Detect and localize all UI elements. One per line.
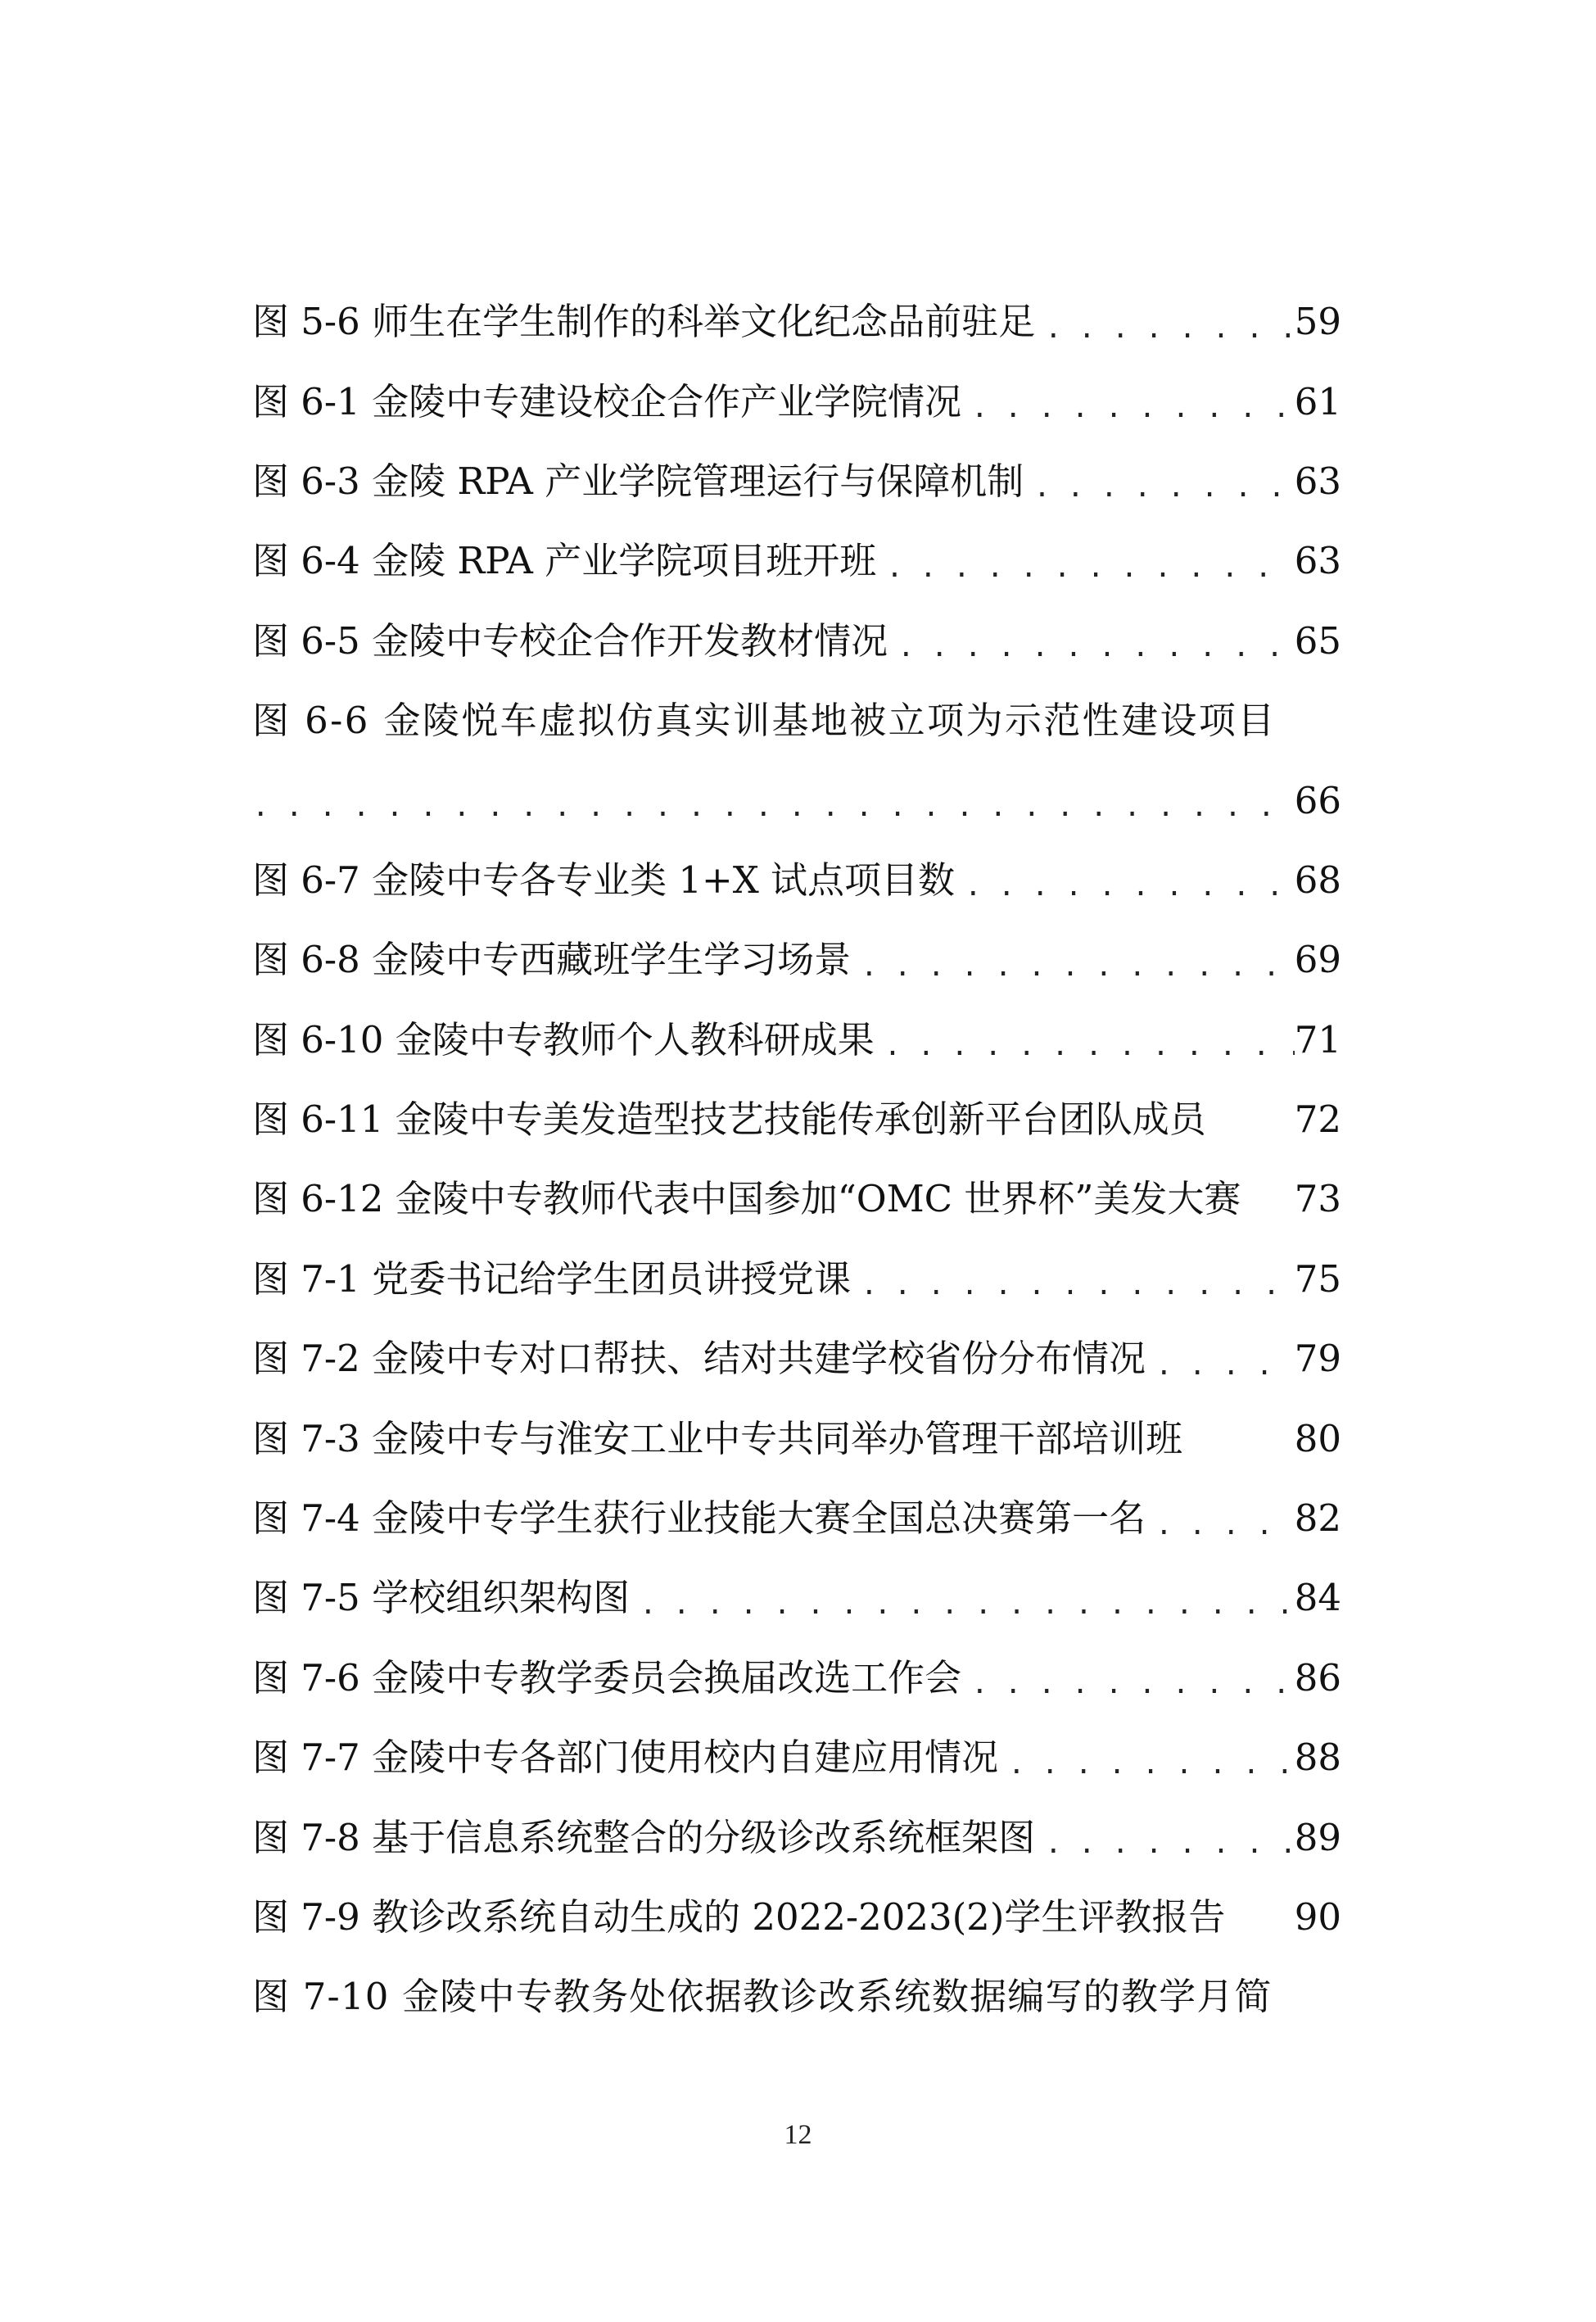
toc-entry[interactable] (252, 840, 1341, 920)
toc-entry-page: 86 (1294, 1655, 1341, 1700)
toc-entry[interactable] (252, 1718, 1341, 1797)
toc-entry-title: 图 6-5 金陵中专校企合作开发教材情况 (252, 618, 888, 663)
toc-entry-title: 图 6-11 金陵中专美发造型技艺技能传承创新平台团队成员 (252, 1098, 1206, 1142)
toc-entry-title: 图 7-4 金陵中专学生获行业技能大赛全国总决赛第一名 (252, 1496, 1146, 1541)
toc-entry-page: 61 (1294, 379, 1341, 423)
toc-entry-page: 63 (1294, 539, 1341, 583)
dot-leader (252, 793, 1295, 821)
toc-entry-continuation[interactable] (252, 760, 1341, 840)
dot-leader (1146, 1511, 1295, 1539)
toc-entry[interactable] (252, 601, 1341, 681)
list-of-figures (252, 282, 1341, 2037)
toc-entry[interactable] (252, 1398, 1341, 1478)
toc-entry[interactable] (252, 920, 1341, 999)
dot-leader (955, 872, 1295, 900)
toc-entry[interactable] (252, 1000, 1341, 1080)
toc-entry-page: 75 (1294, 1256, 1341, 1301)
toc-entry-page: 65 (1294, 618, 1341, 663)
dot-leader (888, 633, 1295, 661)
dot-leader (1035, 315, 1295, 342)
toc-entry[interactable] (252, 1797, 1341, 1876)
toc-entry-page: 68 (1294, 858, 1341, 902)
toc-entry-page: 80 (1294, 1416, 1341, 1460)
toc-entry-title: 图 7-5 学校组织架构图 (252, 1576, 631, 1620)
toc-entry-page: 63 (1294, 459, 1341, 503)
dot-leader (851, 1271, 1295, 1299)
toc-entry[interactable] (252, 361, 1341, 441)
toc-entry[interactable] (252, 1239, 1341, 1319)
toc-entry[interactable] (252, 1638, 1341, 1718)
toc-entry-page: 71 (1294, 1017, 1341, 1061)
toc-entry-page: 66 (1294, 778, 1341, 822)
toc-entry-title: 图 7-7 金陵中专各部门使用校内自建应用情况 (252, 1736, 999, 1780)
toc-entry-page: 59 (1294, 300, 1341, 344)
toc-entry[interactable] (252, 521, 1341, 600)
toc-entry-page: 72 (1294, 1098, 1341, 1142)
toc-entry-page: 79 (1294, 1337, 1341, 1381)
toc-entry[interactable] (252, 1478, 1341, 1558)
toc-entry-page: 69 (1294, 938, 1341, 982)
toc-entry-title: 图 6-7 金陵中专各专业类 1+X 试点项目数 (252, 858, 956, 902)
toc-entry-title: 图 7-10 金陵中专教务处依据教诊改系统数据编写的教学月简 (252, 1975, 1273, 2019)
page-number: 12 (784, 2120, 812, 2150)
toc-entry-title: 图 6-6 金陵悦车虚拟仿真实训基地被立项为示范性建设项目 (252, 699, 1277, 743)
dot-leader (876, 554, 1295, 582)
toc-entry-page: 84 (1294, 1576, 1341, 1620)
toc-entry-title: 图 6-3 金陵 RPA 产业学院管理运行与保障机制 (252, 459, 1024, 503)
toc-entry-title: 图 7-2 金陵中专对口帮扶、结对共建学校省份分布情况 (252, 1337, 1146, 1381)
toc-entry[interactable] (252, 681, 1341, 760)
dot-leader (630, 1591, 1295, 1618)
toc-entry-title: 图 7-3 金陵中专与淮安工业中专共同举办管理干部培训班 (252, 1416, 1183, 1460)
toc-entry[interactable] (252, 1080, 1341, 1159)
dot-leader (961, 1670, 1295, 1698)
toc-entry-page: 89 (1294, 1815, 1341, 1859)
toc-entry-page: 82 (1294, 1496, 1341, 1541)
dot-leader (1146, 1351, 1295, 1379)
dot-leader (1024, 473, 1295, 501)
toc-entry-title: 图 5-6 师生在学生制作的科举文化纪念品前驻足 (252, 300, 1036, 344)
toc-entry-title: 图 6-8 金陵中专西藏班学生学习场景 (252, 938, 852, 982)
toc-entry[interactable] (252, 282, 1341, 361)
toc-entry[interactable] (252, 1319, 1341, 1398)
toc-entry-page: 73 (1294, 1177, 1341, 1221)
toc-entry-title: 图 7-6 金陵中专教学委员会换届改选工作会 (252, 1655, 962, 1700)
toc-entry-title: 图 6-12 金陵中专教师代表中国参加“OMC 世界杯”美发大赛 (252, 1177, 1241, 1221)
toc-entry[interactable] (252, 1159, 1341, 1238)
toc-entry[interactable] (252, 1558, 1341, 1637)
toc-entry-title: 图 7-1 党委书记给学生团员讲授党课 (252, 1256, 852, 1301)
toc-entry-title: 图 7-8 基于信息系统整合的分级诊改系统框架图 (252, 1815, 1036, 1859)
toc-entry[interactable] (252, 1957, 1341, 2036)
toc-entry-page: 88 (1294, 1736, 1341, 1780)
toc-entry[interactable] (252, 1877, 1341, 1957)
toc-entry-page: 90 (1294, 1895, 1341, 1939)
toc-entry-title: 图 7-9 教诊改系统自动生成的 2022-2023(2)学生评教报告 (252, 1895, 1226, 1939)
dot-leader (1035, 1830, 1295, 1858)
dot-leader (998, 1750, 1295, 1778)
toc-entry-title: 图 6-1 金陵中专建设校企合作产业学院情况 (252, 379, 962, 423)
dot-leader (851, 953, 1295, 980)
toc-entry[interactable] (252, 441, 1341, 521)
toc-entry-title: 图 6-4 金陵 RPA 产业学院项目班开班 (252, 539, 877, 583)
dot-leader (961, 394, 1295, 422)
dot-leader (875, 1032, 1295, 1060)
toc-entry-title: 图 6-10 金陵中专教师个人教科研成果 (252, 1017, 875, 1061)
